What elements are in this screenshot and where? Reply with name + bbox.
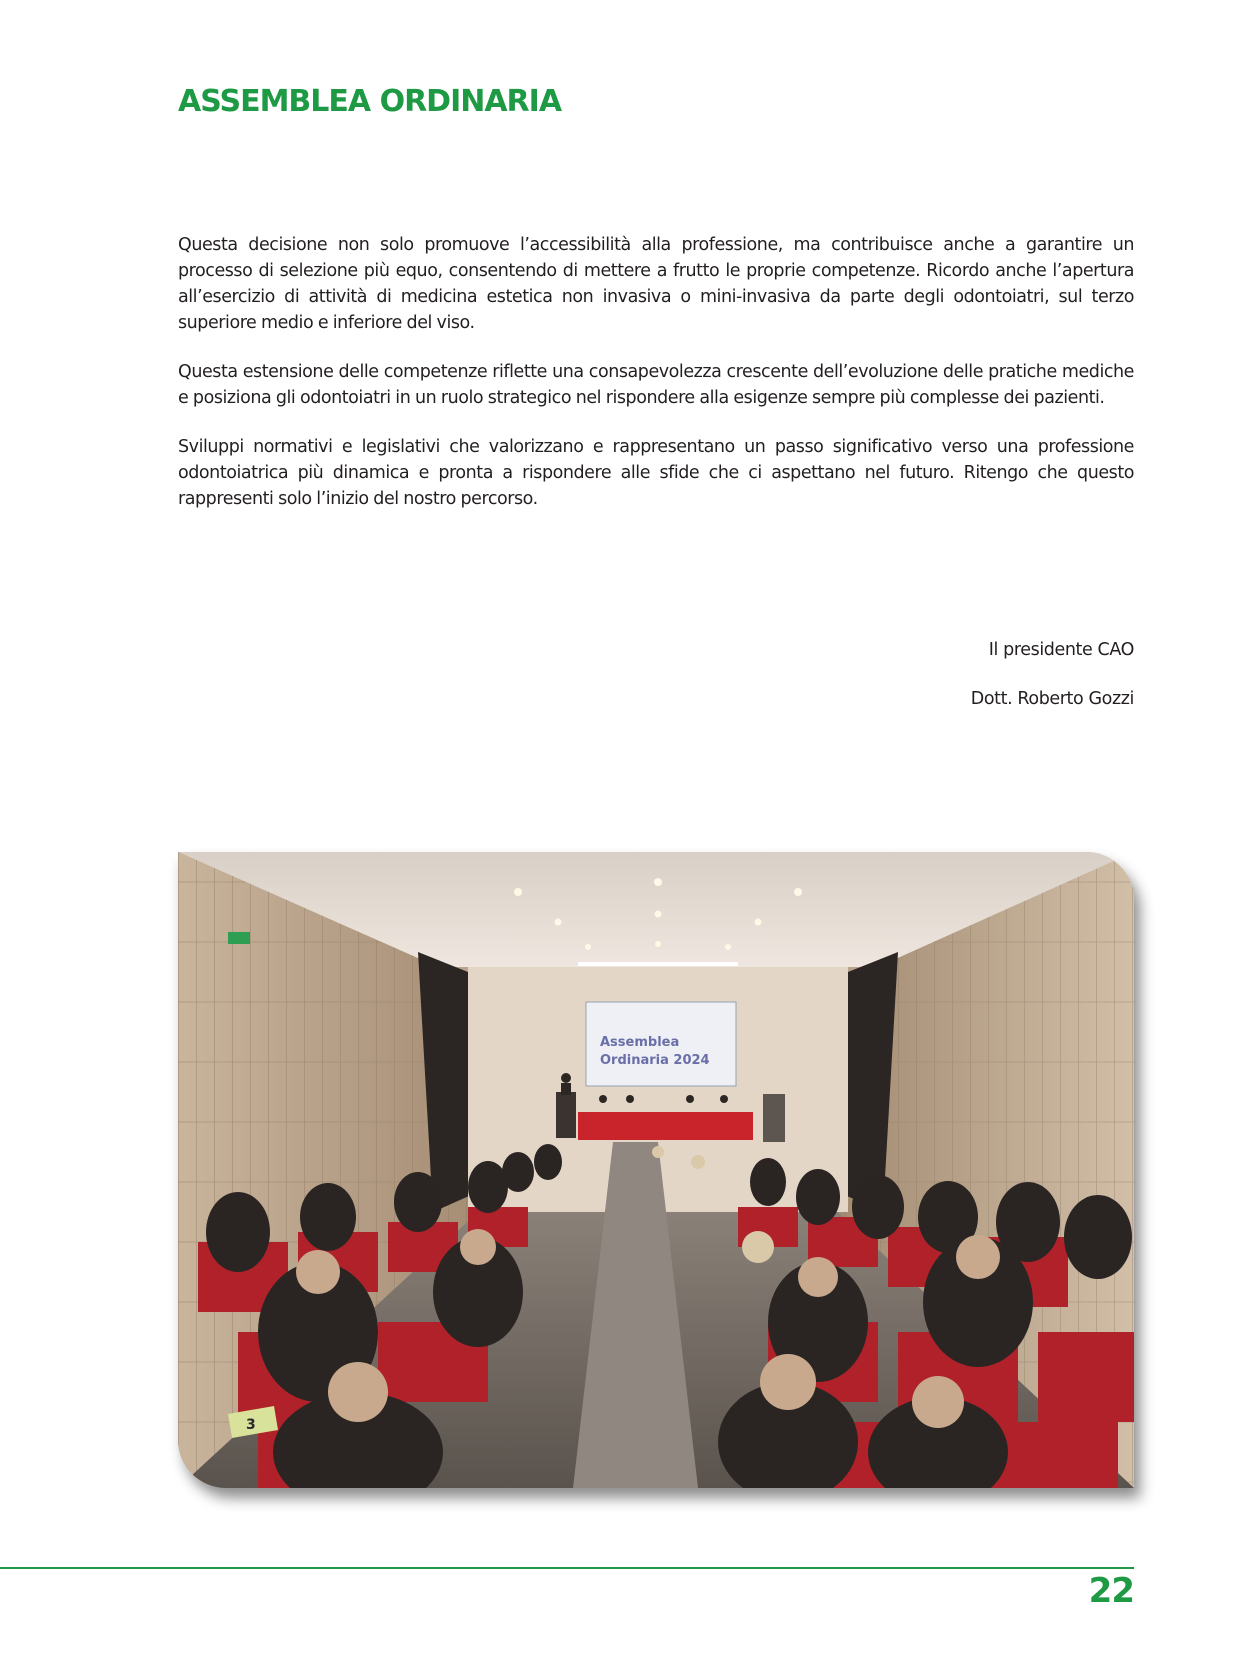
screen-title-line1: Assemblea (600, 1035, 680, 1050)
seat-card-number: 3 (246, 1417, 256, 1433)
exit-sign-icon (228, 932, 250, 944)
signature-role: Il presidente CAO (988, 640, 1134, 660)
assembly-photo-illustration (178, 852, 1134, 1488)
lectern (556, 1092, 576, 1138)
body-text (178, 232, 1134, 535)
footer-rule (0, 1567, 1134, 1569)
paragraph-3: Sviluppi normativi e legislativi che valorizzano e rappresentano un passo significativo verso una professione odontoiatrica più dinamica e pronta a rispondere alle sfide che ci aspettano nel futuro. Ritengo che questo rappresenti solo l’inizio del nostro percorso. (178, 437, 1134, 509)
page-number: 22 (1088, 1571, 1134, 1611)
paragraph-2: Questa estensione delle competenze riflette una consapevolezza crescente dell’evoluzione delle pratiche mediche e posiziona gli odontoiatri in un ruolo strategico nel rispondere alla esigenze sempre più complesse dei pazienti. (178, 362, 1134, 408)
stage-table (578, 1112, 753, 1140)
screen-title-line2: Ordinaria 2024 (600, 1053, 710, 1068)
page-title: ASSEMBLEA ORDINARIA (178, 84, 562, 119)
assembly-photo (178, 852, 1134, 1488)
paragraph-1: Questa decisione non solo promuove l’accessibilità alla professione, ma contribuisce anche a garantire un processo di selezione più equo, consentendo di mettere a frutto le proprie competenze. Ricordo anche l’apertura all’esercizio di attività di medicina estetica non invasiva o mini-invasiva da parte degli odontoiatri, sul terzo superiore medio e inferiore del viso. (178, 235, 1134, 333)
signature-name: Dott. Roberto Gozzi (970, 689, 1134, 709)
